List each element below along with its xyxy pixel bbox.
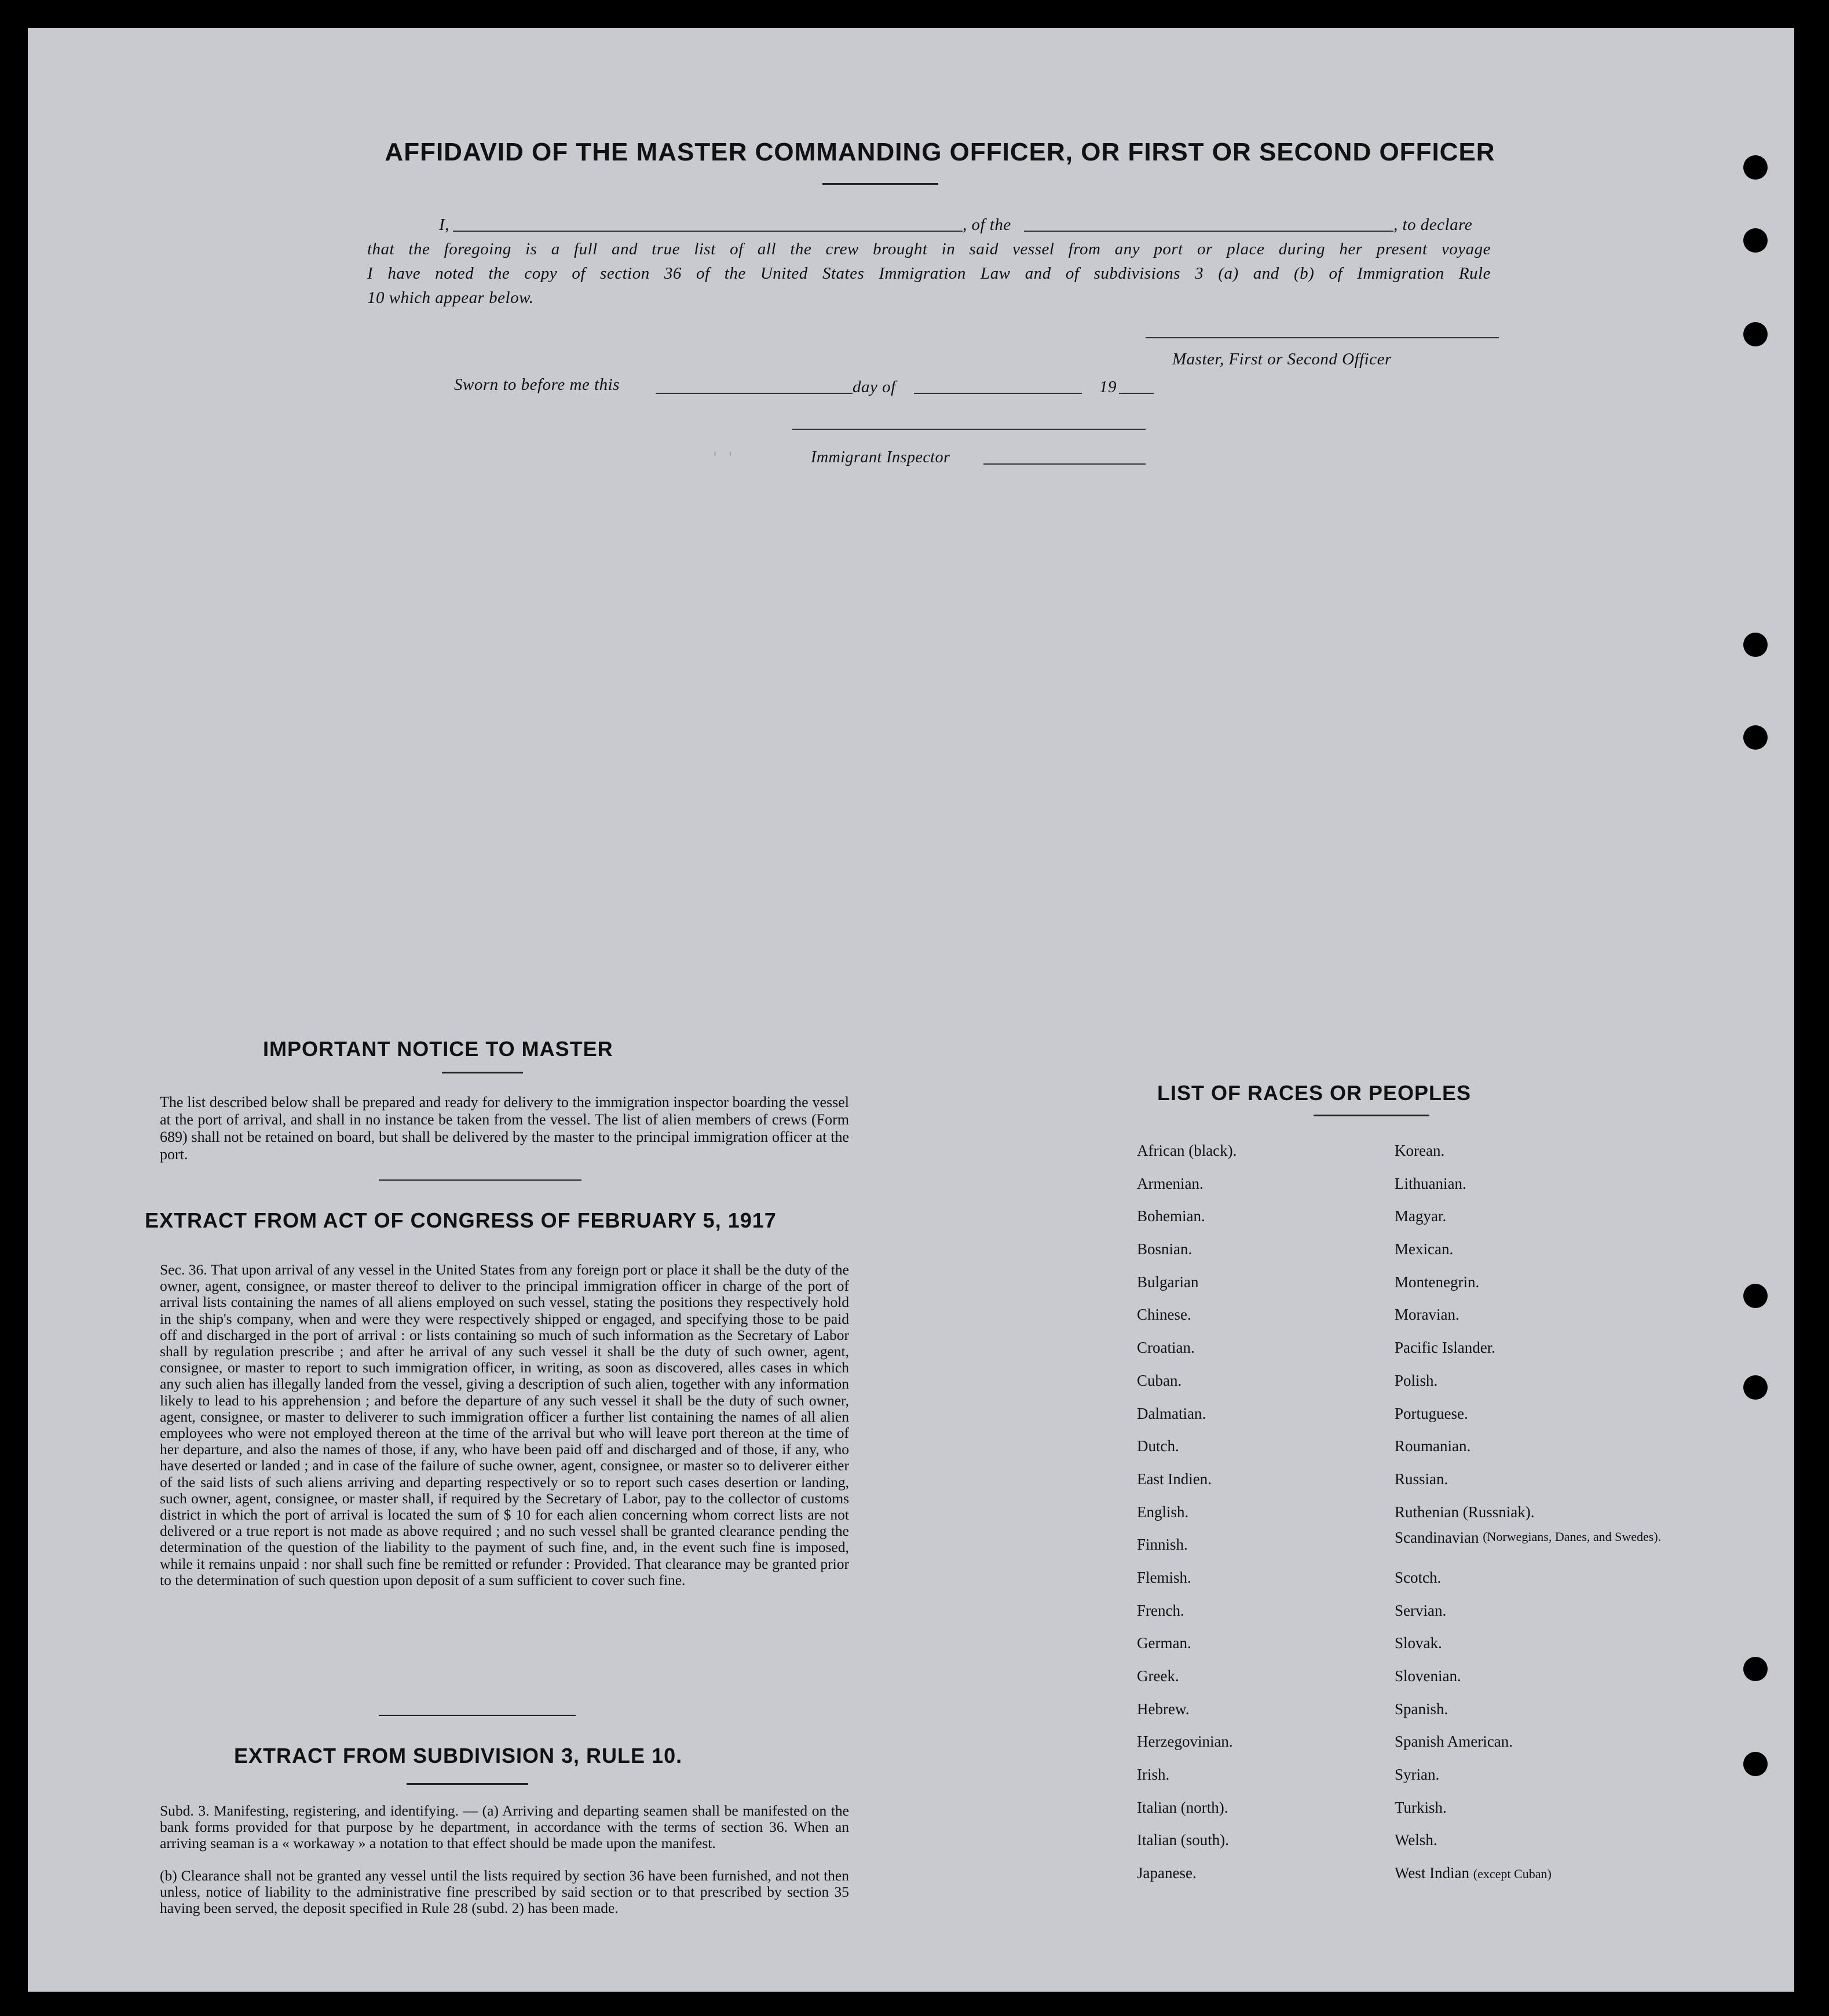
race-item: English. bbox=[1137, 1503, 1189, 1521]
race-item: Mexican. bbox=[1395, 1240, 1454, 1258]
race-item: Korean. bbox=[1395, 1142, 1445, 1159]
year-blank[interactable] bbox=[1119, 393, 1154, 394]
year-label: 19 bbox=[1099, 378, 1117, 396]
race-item: Montenegrin. bbox=[1395, 1273, 1480, 1291]
race-item: Roumanian. bbox=[1395, 1437, 1471, 1455]
race-item-west-indian bbox=[1395, 1857, 1674, 1890]
race-item: Hebrew. bbox=[1137, 1700, 1190, 1718]
race-item: Moravian. bbox=[1395, 1306, 1459, 1324]
race-item: Croatian. bbox=[1137, 1339, 1195, 1357]
inspector-label: Immigrant Inspector bbox=[811, 448, 950, 466]
master-signature-label: Master, First or Second Officer bbox=[1172, 350, 1392, 368]
race-item: Welsh. bbox=[1395, 1831, 1437, 1849]
act-text: Sec. 36. That upon arrival of any vessel in the United States from any foreign port or place it shall be the duty of the owner, agent, consignee, or master thereof to deliver to the principal immigration officer in charge of the port of arrival lists containing the names of all aliens employed on such vessel, stating the positions they respectively hold in the ship's company, when and were they were respectively shipped or engaged, and specifying those to be paid off and discharged in the port of arrival : or lists containing so much of such information as the Secretary of Labor shall by regulation prescribe ; and after he arrival of any such vessel it shall be the duty of such owner, agent, consignee, or master to report to such immigration officer, in writing, as soon as discovered, alles cases in which any such alien has illegally landed from the vessel, giving a description of such alien, together with any information likely to lead to his apprehension ; and before the departure of any such vessel it shall be the duty of such owner, agent, consignee, or master to deliverer to such immigration officer a further list containing the names of all alien employees who were not employed thereon at the time of the arrival but who will leave port thereon at the time of her departure, and also the names of those, if any, who have been paid off and discharged and of those, if any, who have deserted or landed ; and in case of the failure of suche owner, agent, consignee, or master so to deliverer either of the said lists of such aliens arriving and departing respectively or so to report such cases desertion or landing, such owner, agent, consignee, or master shall, if required by the Secretary of Labor, pay to the collector of customs district in which the port of arrival is located the sum of $ 10 for each alien concerning whom correct lists are not delivered or a true report is not made as above required ; and no such vessel shall be granted clearance pending the determination of the question of the liability to the payment of such fine, and, in the event such fine is imposed, while it remains unpaid : nor shall such fine be remitted or refunder : Provided. That clearance may be granted prior to the determination of such question upon deposit of a sum sufficient to cover such fine. bbox=[160, 1261, 849, 1588]
race-item: Scotch. bbox=[1395, 1568, 1442, 1586]
rule-underline bbox=[407, 1783, 528, 1785]
race-item: Finnish. bbox=[1137, 1536, 1188, 1554]
affidavit-line-2: I have noted the copy of section 36 of the United States Immigration Law and of subdivisions 3 (a) and (b) of Immigration Rule bbox=[367, 264, 1491, 283]
bleed-through-text: ' ' bbox=[711, 451, 734, 465]
sworn-month-blank[interactable] bbox=[914, 393, 1082, 394]
notice-title: IMPORTANT NOTICE TO MASTER bbox=[263, 1037, 613, 1061]
affidavit-i-label: I, bbox=[439, 216, 449, 234]
punch-hole bbox=[1743, 725, 1768, 750]
document-page bbox=[28, 28, 1794, 1992]
sworn-label: Sworn to before me this bbox=[454, 375, 620, 394]
race-item: East Indien. bbox=[1137, 1470, 1212, 1488]
race-item: Lithuanian. bbox=[1395, 1174, 1466, 1192]
race-item: Servian. bbox=[1395, 1601, 1447, 1619]
race-item: Magyar. bbox=[1395, 1207, 1447, 1225]
race-item: Slovak. bbox=[1395, 1634, 1442, 1652]
race-item: Russian. bbox=[1395, 1470, 1448, 1488]
race-item: Japanese. bbox=[1137, 1864, 1197, 1882]
race-item: Scandinavian bbox=[1395, 1529, 1479, 1547]
race-item: Pacific Islander. bbox=[1395, 1339, 1495, 1357]
race-item: African (black). bbox=[1137, 1142, 1237, 1159]
notice-text: The list described below shall be prepared and ready for delivery to the immigration inspector boarding the vessel at the port of arrival, and shall in no instance be taken from the vessel. The list of alien members of crews (Form 689) shall not be retained on board, but shall be delivered by the master to the principal immigration officer at the port. bbox=[160, 1094, 849, 1163]
act-divider bbox=[379, 1715, 576, 1716]
races-underline bbox=[1314, 1115, 1429, 1116]
rule-text-b: (b) Clearance shall not be granted any vessel until the lists required by section 36 have been furnished, and not then unless, notice of liability to the administrative fine prescribed by said section or to that prescribed by section 35 having been served, the deposit specified in Rule 28 (subd. 2) has been made. bbox=[160, 1867, 849, 1916]
inspector-name-blank[interactable] bbox=[983, 463, 1146, 465]
affidavit-line-1: that the foregoing is a full and true list of all the crew brought in said vessel from any port or place during her present voyage bbox=[367, 240, 1491, 258]
race-item: Greek. bbox=[1137, 1667, 1179, 1685]
race-item: Ruthenian (Russniak). bbox=[1395, 1503, 1535, 1521]
affidavit-title: AFFIDAVID OF THE MASTER COMMANDING OFFICER, OR FIRST OR SECOND OFFICER bbox=[385, 138, 1495, 166]
punch-hole bbox=[1743, 1284, 1768, 1308]
race-note: (except Cuban) bbox=[1473, 1867, 1552, 1882]
notice-underline bbox=[442, 1072, 523, 1073]
punch-hole bbox=[1743, 1375, 1768, 1400]
affidavit-of-the: , of the bbox=[963, 216, 1011, 234]
race-item: Syrian. bbox=[1395, 1766, 1440, 1784]
race-item: Bulgarian bbox=[1137, 1273, 1199, 1291]
races-column-1 bbox=[1137, 1134, 1237, 1890]
race-item: Polish. bbox=[1395, 1371, 1438, 1389]
race-item: French. bbox=[1137, 1601, 1184, 1619]
punch-hole bbox=[1743, 228, 1768, 253]
notice-divider bbox=[379, 1179, 581, 1181]
sworn-day-blank[interactable] bbox=[656, 393, 853, 394]
race-item: Flemish. bbox=[1137, 1568, 1191, 1586]
race-item: Armenian. bbox=[1137, 1174, 1204, 1192]
race-item: West Indian bbox=[1395, 1864, 1470, 1882]
punch-hole bbox=[1743, 155, 1768, 180]
rule-title: EXTRACT FROM SUBDIVISION 3, RULE 10. bbox=[234, 1744, 683, 1767]
race-item: German. bbox=[1137, 1634, 1191, 1652]
punch-hole bbox=[1743, 1752, 1768, 1776]
race-item: Slovenian. bbox=[1395, 1667, 1461, 1685]
race-item: Chinese. bbox=[1137, 1306, 1191, 1324]
race-item: Italian (south). bbox=[1137, 1831, 1229, 1849]
races-title: LIST OF RACES OR PEOPLES bbox=[1157, 1081, 1472, 1105]
race-item: Turkish. bbox=[1395, 1798, 1447, 1816]
races-column-2 bbox=[1395, 1134, 1674, 1890]
day-of-label: day of bbox=[853, 378, 896, 396]
affidavit-line-3: 10 which appear below. bbox=[367, 288, 534, 307]
inspector-signature-line[interactable] bbox=[792, 429, 1146, 430]
name-blank[interactable] bbox=[453, 231, 963, 232]
race-note: (Norwegians, Danes, and Swedes). bbox=[1483, 1529, 1662, 1544]
vessel-blank[interactable] bbox=[1024, 231, 1393, 232]
punch-hole bbox=[1743, 633, 1768, 657]
race-item: Herzegovinian. bbox=[1137, 1733, 1233, 1751]
race-item: Spanish. bbox=[1395, 1700, 1448, 1718]
affidavit-to-declare: , to declare bbox=[1393, 216, 1473, 234]
rule-text-a: Subd. 3. Manifesting, registering, and identifying. — (a) Arriving and departing seamen shall be manifested on the bank forms provided for that purpose by he department, in accordance with the terms of section 36. When an arriving seaman is a « workaway » a notation to that effect should be made upon the manifest. bbox=[160, 1802, 849, 1851]
race-item-scandinavian bbox=[1395, 1528, 1674, 1561]
race-item: Irish. bbox=[1137, 1766, 1170, 1784]
race-item: Portuguese. bbox=[1395, 1404, 1468, 1422]
act-title: EXTRACT FROM ACT OF CONGRESS OF FEBRUARY 5, 1917 bbox=[145, 1208, 777, 1232]
race-item: Italian (north). bbox=[1137, 1798, 1228, 1816]
race-item: Bohemian. bbox=[1137, 1207, 1205, 1225]
title-underline bbox=[822, 183, 938, 185]
punch-hole bbox=[1743, 1657, 1768, 1681]
race-item: Bosnian. bbox=[1137, 1240, 1192, 1258]
race-item: Cuban. bbox=[1137, 1371, 1182, 1389]
race-item: Dalmatian. bbox=[1137, 1404, 1206, 1422]
punch-hole bbox=[1743, 322, 1768, 346]
master-signature-line[interactable] bbox=[1146, 337, 1499, 338]
race-item: Dutch. bbox=[1137, 1437, 1179, 1455]
race-item: Spanish American. bbox=[1395, 1733, 1513, 1751]
